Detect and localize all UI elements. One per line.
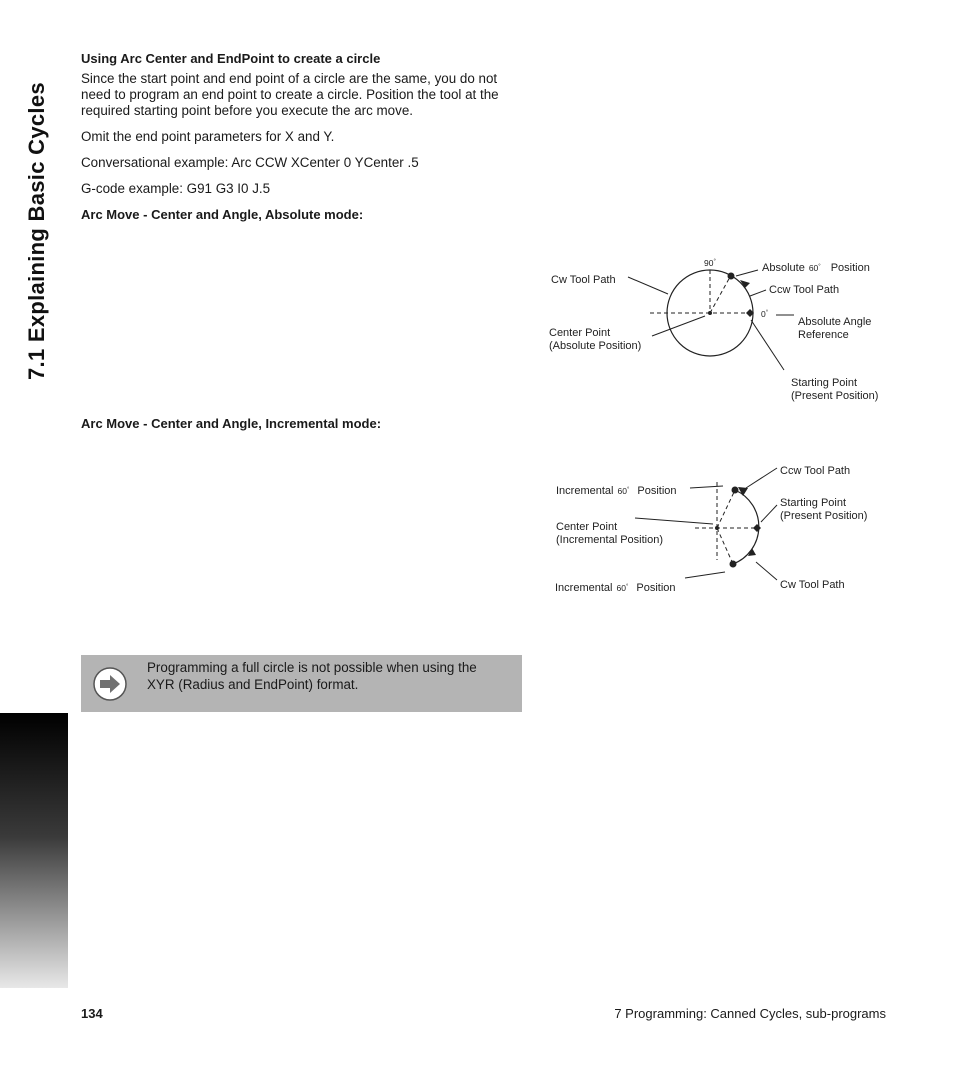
label-incremental-position: (Incremental Position) <box>556 534 663 546</box>
label-incremental-60-lower: Incremental 60° Position <box>555 582 676 594</box>
label-incremental-60-upper: Incremental 60° Position <box>556 485 677 497</box>
side-chapter-title-container <box>24 50 52 380</box>
incremental-mode-diagram <box>545 460 905 600</box>
leader-starting-point <box>761 505 777 522</box>
leader-ccw-tool-path <box>746 468 777 488</box>
label-ccw-tool-path: Ccw Tool Path <box>769 284 840 296</box>
paragraph-omit-endpoint: Omit the end point parameters for X and Y. <box>81 128 335 144</box>
leader-ccw-tool-path <box>750 290 766 296</box>
page-number: 134 <box>81 1006 103 1021</box>
label-center-point: Center Point <box>549 327 611 339</box>
note-line: XYR (Radius and EndPoint) format. <box>147 676 359 692</box>
paragraph-gcode-example: G-code example: G91 G3 I0 J.5 <box>81 181 271 197</box>
leader-incremental-upper <box>690 486 723 488</box>
ccw-arrow-head <box>738 487 748 496</box>
paragraph-conversational-example: Conversational example: Arc CCW XCenter 0 YCenter .5 <box>81 154 419 170</box>
heading-arc-center-endpoint: Using Arc Center and EndPoint to create a circle <box>81 51 381 66</box>
label-absolute-60-position: Absolute 60° Position <box>762 262 870 274</box>
dashed-upper-radius <box>717 490 735 528</box>
heading-absolute-mode: Arc Move - Center and Angle, Absolute mode: <box>81 207 364 223</box>
arrow-right-icon <box>93 667 127 701</box>
main-content <box>81 50 526 224</box>
absolute-position-point <box>728 273 735 280</box>
leader-incremental-lower <box>685 572 725 578</box>
label-starting-point: Starting Point <box>791 377 858 389</box>
note-line: Programming a full circle is not possible when using the <box>147 660 477 675</box>
side-chapter-title: 7.1 Explaining Basic Cycles <box>24 82 49 380</box>
note-box <box>81 655 522 712</box>
dashed-60-angle-line <box>710 277 730 313</box>
footer-chapter-title: 7 Programming: Canned Cycles, sub-programs <box>614 1006 886 1021</box>
label-90: 90° <box>704 258 716 268</box>
center-point-dot <box>715 526 719 530</box>
leader-absolute-position <box>736 270 758 276</box>
absolute-mode-diagram <box>540 250 900 410</box>
leader-cw-tool-path <box>756 562 777 580</box>
label-absolute-position: (Absolute Position) <box>549 340 642 352</box>
side-gradient-bar <box>0 713 68 988</box>
label-reference: Reference <box>798 329 849 341</box>
heading-incremental-mode: Arc Move - Center and Angle, Incremental mode: <box>81 416 382 431</box>
label-absolute-angle: Absolute Angle <box>798 316 872 328</box>
paragraph-line: need to program an end point to create a circle. Position the tool at the <box>81 87 499 103</box>
leader-cw-tool-path <box>628 277 668 294</box>
starting-point-diamond <box>753 524 761 532</box>
label-ccw-tool-path: Ccw Tool Path <box>780 465 851 477</box>
label-cw-tool-path: Cw Tool Path <box>551 274 616 286</box>
label-present-position: (Present Position) <box>791 390 879 402</box>
lower-incremental-point <box>730 561 737 568</box>
upper-incremental-point <box>732 487 739 494</box>
label-present-position: (Present Position) <box>780 510 868 522</box>
label-cw-tool-path: Cw Tool Path <box>780 579 845 591</box>
label-starting-point: Starting Point <box>780 497 847 509</box>
paragraph-line: required starting point before you execute the arc move. <box>81 103 413 119</box>
paragraph-circle-explanation <box>81 71 526 120</box>
dashed-lower-radius <box>717 528 733 564</box>
leader-center-point <box>635 518 713 524</box>
leader-starting-point <box>751 320 784 370</box>
center-point-dot <box>708 311 712 315</box>
label-center-point: Center Point <box>556 521 618 533</box>
note-text <box>147 660 517 693</box>
label-0: 0° <box>761 309 769 319</box>
leader-center-point <box>652 316 705 336</box>
paragraph-line: Since the start point and end point of a circle are the same, you do not <box>81 71 498 86</box>
